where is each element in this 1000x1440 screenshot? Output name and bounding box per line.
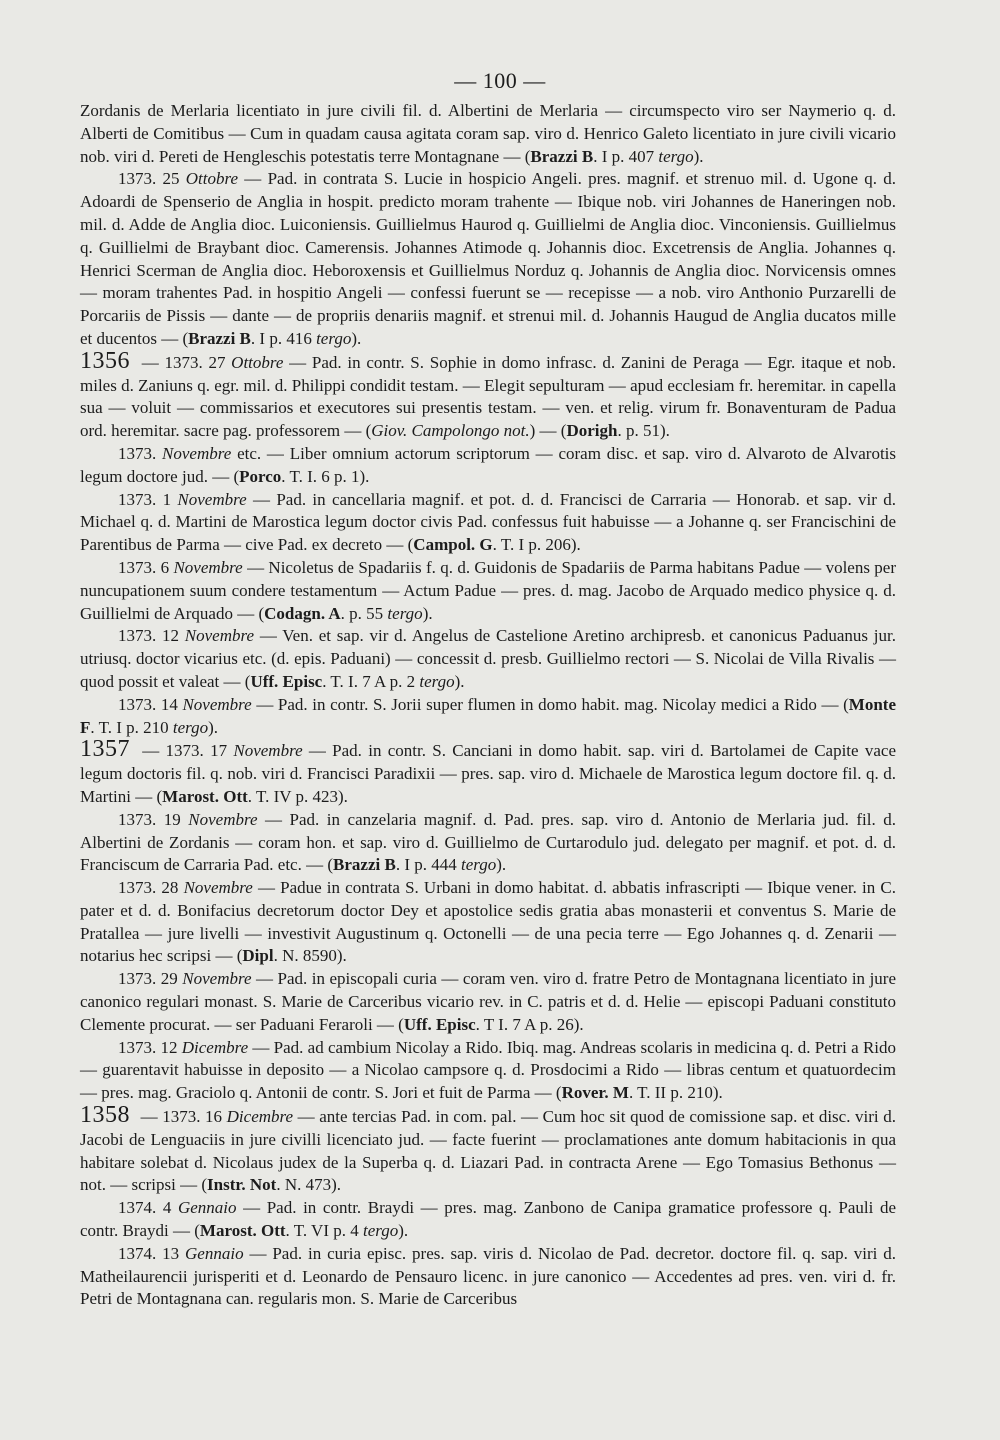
- italic-text: Novembre: [162, 443, 232, 463]
- entry-text: — Pad. in contr. Braydi — pres. mag. Zanbono de Canipa gramatice professore q. Pauli de contr. Braydi — (: [80, 1198, 896, 1241]
- entry-text: . p. 51).: [617, 421, 670, 441]
- entry-text: — Pad. in contrata S. Lucie in hospicio Angeli. pres. magnif. et strenuo mil. d. Ugone q. d. Adoardi de Spenserio de Anglia in hospit. predicto moram trahente — Ibique nob. viri Johannes de Haneringen nob. mil. d. Adde de Anglia dioc. Luiconiensis. Guillielmus Haurod q. Guillielmi de Anglia dioc. Vinconiensis. Guillielmus q. Guillielmi de Braybant dioc. Camerensis. Johannes Atimode q. Johannis dioc. Excetrensis de Anglia. Johannes q. Henrici Scerman de Anglia dioc. Heboroxensis et Guillielmus Norduz q. Johannis de Anglia dioc. Norvicensis omnes — moram trahentes Pad. in hospitio Angeli — confessi fuerunt se — recepisse — a nob. viro Anthonio Purzarelli de Porcariis de Pissis — dante — de propriis denariis magnif. et strenui mil. d. Johannis Haugud de Anglia ducatos mille et ducentos — (: [80, 169, 897, 348]
- entry-text: . T. IV p. 423).: [247, 786, 348, 806]
- entry-text: . I p. 416: [250, 328, 317, 348]
- archive-reference: Uff. Episc: [403, 1014, 476, 1034]
- italic-text: tergo: [362, 1221, 399, 1241]
- archive-reference: Codagn. A: [264, 603, 341, 623]
- archive-reference: Uff. Episc: [250, 671, 323, 691]
- entry-text: — Pad. in cancellaria magnif. et pot. d. d. Francisci de Carraria — Honorab. et sap. vir d. Michael q. d. Martini de Marostica legum doctor civis Pad. confessus fuit habuisse — a Johanne q. ser Francischini de Parentibus de Parma — cive Pad. ex decreto — (: [80, 489, 896, 555]
- entry-text: ) — (: [529, 421, 567, 441]
- document-entry: [80, 347, 896, 443]
- entry-text: . I p. 444: [395, 855, 461, 875]
- entry-text: ).: [422, 603, 433, 623]
- entry-text: — 1373. 17: [136, 741, 234, 761]
- italic-text: Novembre: [177, 489, 247, 509]
- entry-text: 1373. 12: [118, 1037, 182, 1057]
- document-entry: [80, 968, 896, 1036]
- document-number: 1357: [80, 736, 130, 763]
- entry-text: . I p. 407: [593, 146, 659, 166]
- archive-reference: Marost. Ott: [199, 1221, 286, 1241]
- italic-text: Novembre: [188, 809, 258, 829]
- document-entry: [80, 100, 896, 168]
- entry-text: — Pad. in contr. S. Sophie in domo infrasc. d. Zanini de Peraga — Egr. itaque et nob. miles d. Zaniuns q. egr. mil. d. Philippi condidit testam. — Elegit sepulturam — apud ecclesiam fr. heremitar. in capella sua — voluit — commissarios et executores sui presentis testam. — ven. et relig. virum fr. Bonaventuram de Padua ord. heremitar. sacre pag. professorem — (: [80, 352, 896, 441]
- page-number: — 100 —: [454, 68, 546, 93]
- italic-text: tergo: [316, 328, 352, 348]
- entries-container: [80, 100, 896, 1311]
- document-entry: [80, 625, 896, 693]
- archive-reference: Dorigh: [566, 421, 618, 441]
- entry-text: . T. II p. 210).: [628, 1083, 723, 1103]
- entry-text: ).: [351, 328, 362, 348]
- document-entry: [80, 1037, 896, 1105]
- document-entry: [80, 809, 896, 877]
- archive-reference: Monte F: [80, 694, 897, 737]
- archive-reference: Brazzi B: [188, 328, 251, 348]
- italic-text: tergo: [658, 146, 694, 166]
- archive-reference: Porco: [239, 466, 282, 486]
- italic-text: Dicembre: [226, 1107, 294, 1127]
- italic-text: Novembre: [233, 741, 303, 761]
- archive-reference: Brazzi B: [333, 855, 396, 875]
- italic-text: tergo: [387, 603, 423, 623]
- entry-text: ).: [454, 671, 465, 691]
- entry-text: 1373. 1: [118, 489, 178, 509]
- entry-text: — 1373. 16: [136, 1107, 227, 1127]
- entry-text: — Pad. in curia episc. pres. sap. viris d. Nicolao de Pad. decretor. doctore fil. q. sap. viri d. Matheilaurencii jurisperiti et d. Leonardo de Pensauro licenc. in jure canonico — Accedentes ad pres. ven. viri d. fr. Petri de Montagnana can. regularis mon. S. Marie de Carceribus: [80, 1243, 896, 1309]
- entry-text: . T. I p. 210: [90, 717, 173, 737]
- archive-reference: Instr. Not: [207, 1175, 277, 1195]
- italic-text: Novembre: [182, 694, 252, 714]
- document-entry: [80, 557, 896, 625]
- entry-text: ).: [693, 146, 704, 166]
- italic-text: tergo: [461, 855, 497, 875]
- entry-text: — Pad. ad cambium Nicolay a Rido. Ibiq. mag. Andreas scolaris in medicina q. d. Petri a Rido — guarentavit habuisse in deposito — a Nicolao campsore q. d. Prosdocimi a Rido — libras centum et quatuordecim — pres. mag. Graciolo q. Antonii de contr. S. Jori et fuit de Parma — (: [80, 1037, 897, 1103]
- entry-text: 1373.: [118, 443, 163, 463]
- entry-text: . N. 473).: [276, 1175, 342, 1195]
- document-number: 1356: [80, 347, 130, 374]
- entry-text: . T. I. 6 p. 1).: [281, 466, 370, 486]
- entry-text: . T I. 7 A p. 26).: [475, 1014, 584, 1034]
- entry-text: 1373. 6: [118, 557, 174, 577]
- entry-text: . N. 8590).: [273, 946, 347, 966]
- italic-text: tergo: [419, 671, 455, 691]
- entry-text: — Ven. et sap. vir d. Angelus de Castelione Aretino archipresb. et canonicus Paduanus jur. utriusq. doctor vicarius etc. (d. epis. Paduani) — concessit d. presb. Guillielmo rectori — S. Nicolai de Villa Rivalis — quod possit et valeat — (: [80, 626, 896, 691]
- entry-text: . T. I p. 206).: [492, 535, 581, 555]
- entry-text: etc. — Liber omnium actorum scriptorum — coram disc. et sap. viro d. Alvaroto de Alvarotis legum doctore jud. — (: [80, 443, 897, 486]
- italic-text: Gennaio: [185, 1243, 244, 1263]
- archive-reference: Marost. Ott: [162, 786, 248, 806]
- italic-text: Dicembre: [181, 1037, 249, 1057]
- document-entry: [80, 1197, 896, 1243]
- entry-text: 1373. 29: [118, 969, 183, 989]
- entry-text: 1374. 4: [118, 1198, 178, 1218]
- italic-text: Novembre: [183, 878, 253, 898]
- entry-text: Zordanis de Merlaria licentiato in jure civili fil. d. Albertini de Merlaria — circumspecto viro ser Naymerio q. d. Alberti de Comitibus — Cum in quadam causa agitata coram sap. viro d. Henrico Galeto licentiato in jure civili vicario nob. viri d. Pereti de Hengleschis potestatis terre Montagnane — (: [80, 101, 896, 166]
- entry-text: 1373. 28: [118, 878, 184, 898]
- archive-reference: Campol. G: [413, 535, 493, 555]
- document-entry: [80, 694, 896, 740]
- archive-reference: Brazzi B: [530, 146, 594, 166]
- italic-text: Ottobre: [231, 352, 284, 372]
- entry-text: 1374. 13: [118, 1243, 186, 1263]
- italic-text: Gennaio: [177, 1198, 237, 1218]
- entry-text: . T. VI p. 4: [285, 1221, 363, 1241]
- document-entry: [80, 736, 896, 808]
- italic-text: Novembre: [182, 969, 252, 989]
- italic-text: Giov. Campolongo not.: [371, 421, 530, 441]
- archive-reference: Dipl: [242, 946, 274, 966]
- document-entry: [80, 168, 896, 350]
- entry-text: 1373. 19: [118, 809, 189, 829]
- document-number: 1358: [80, 1102, 130, 1129]
- entry-text: . p. 55: [340, 603, 388, 623]
- entry-text: — Nicoletus de Spadariis f. q. d. Guidonis de Spadariis de Parma habitans Padue — volens per nuncupationem suum condere testamentum — Actum Padue — pres. d. mag. Jacobo de Arquado medico physice q. d. Guillielmi de Arquado — (: [80, 557, 897, 623]
- document-entry: [80, 1102, 897, 1197]
- italic-text: tergo: [172, 717, 209, 737]
- entry-text: — ante tercias Pad. in com. pal. — Cum hoc sit quod de comissione sap. et disc. viri d. Jacobi de Lenguaciis in jure civilli licenciato jud. — facte fuerint — proclamationes ante domum habitacionis in qua habitare solebat d. Nicolaus judex de la Superba q. d. Liazari Pad. in contracta Arene — Ego Tomasius Bethonus — not. — scripsi — (: [80, 1107, 897, 1195]
- entry-text: ).: [208, 717, 219, 737]
- entry-text: ).: [398, 1221, 409, 1241]
- entry-text: — Pad. in canzelaria magnif. d. Pad. pres. sap. viro d. Antonio de Merlaria jud. fil. d. Albertini de Zordanis — coram hon. et sap. viro d. Guillielmo de Curtarodulo jud. delegato per magnif. et pot. d. d. Franciscum de Carraria Pad. etc. — (: [80, 809, 897, 875]
- document-entry: [80, 877, 896, 968]
- entry-text: 1373. 25: [118, 169, 186, 189]
- entry-text: . T. I. 7 A p. 2: [322, 671, 420, 691]
- document-entry: [80, 1243, 896, 1311]
- entry-text: — Pad. in episcopali curia — coram ven. viro d. fratre Petro de Montagnana licentiato in jure canonico regulari monast. S. Marie de Carceribus vicario rev. in C. patris et d. d. Helie — episcopi Paduani constituto Clemente procurat. — ser Paduani Feraroli — (: [80, 969, 896, 1034]
- entry-text: — 1373. 27: [136, 352, 232, 372]
- entry-text: — Padue in contrata S. Urbani in domo habitat. d. abbatis infrascripti — Ibique vener. in C. pater et d. d. Bonifacius decretorum doctor Dey et apostolice sedis gratia abas monasterii et conventus S. Marie de Pratallea — jure livelli — investivit Augustinum q. Octonelli — de una pecia terre — Ego Johannes q. d. Zenarii — notarius hec scripsi — (: [80, 878, 897, 966]
- document-entry: [80, 489, 896, 557]
- entry-text: 1373. 12: [118, 626, 185, 646]
- entry-text: ).: [496, 855, 507, 875]
- italic-text: Novembre: [184, 626, 255, 646]
- entry-text: — Pad. in contr. S. Canciani in domo habit. sap. viri d. Bartolamei de Capite vace legum doctoris fil. q. nob. viri d. Francisci Paradixii — pres. sap. viro d. Michaele de Marostica legum doctore fil. q. d. Martini — (: [80, 741, 896, 806]
- italic-text: Ottobre: [185, 169, 239, 189]
- archive-reference: Rover. M: [561, 1083, 629, 1103]
- entry-text: — Pad. in contr. S. Jorii super flumen in domo habit. mag. Nicolay medici a Rido — (: [251, 694, 849, 714]
- entry-text: 1373. 14: [118, 694, 183, 714]
- document-entry: [80, 443, 896, 489]
- italic-text: Novembre: [173, 557, 243, 577]
